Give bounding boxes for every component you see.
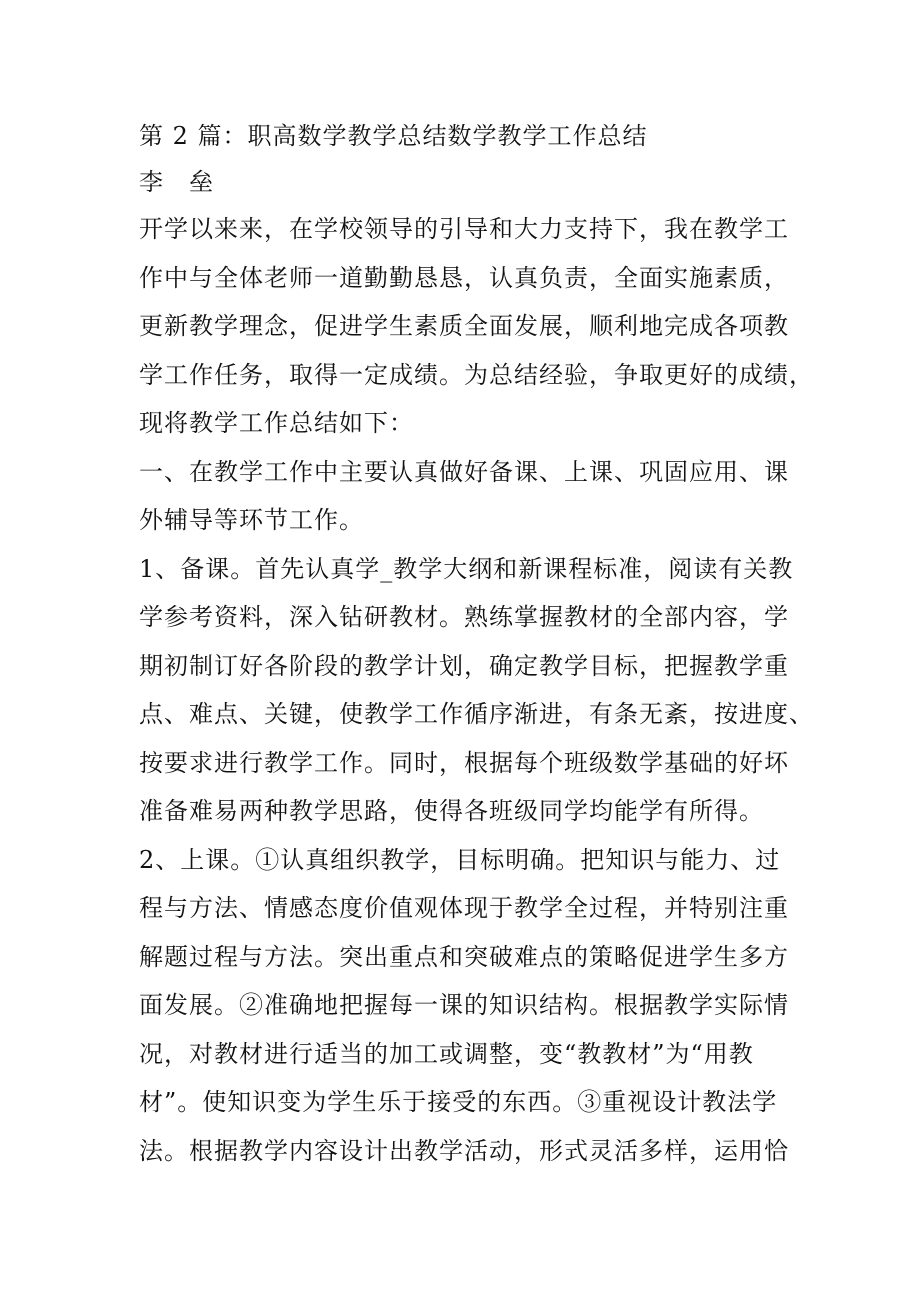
body-line: 学参考资料，深入钻研教材。熟练掌握教材的全部内容，学 (139, 603, 789, 631)
body-line: 况，对教材进行适当的加工或调整，变“教教材”为“用教 (139, 1039, 754, 1068)
body-line: 程与方法、情感态度价值观体现于教学全过程，并特别注重 (139, 894, 789, 922)
body-line: 1、备课。首先认真学_教学大纲和新课程标准，阅读有关教 (139, 554, 794, 583)
body-line: 材”。使知识变为学生乐于接受的东西。③重视设计教法学 (139, 1088, 778, 1116)
body-line: 解题过程与方法。突出重点和突破难点的策略促进学生多方 (139, 942, 789, 971)
body-line: 学工作任务，取得一定成绩。为总结经验，争取更好的成绩， (139, 360, 814, 389)
section-heading-line: 外辅导等环节工作。 (139, 506, 364, 534)
body-line: 更新教学理念，促进学生素质全面发展，顺利地完成各项教 (139, 312, 789, 340)
body-line: 开学以来来，在学校领导的引导和大力支持下，我在教学工 (139, 215, 789, 243)
body-line: 点、难点、关键，使教学工作循序渐进，有条无紊，按进度、 (139, 700, 814, 728)
body-line: 2、上课。①认真组织教学，目标明确。把知识与能力、过 (139, 845, 781, 874)
body-line: 现将教学工作总结如下： (139, 409, 414, 437)
body-line: 法。根据教学内容设计出教学活动，形式灵活多样，运用恰 (139, 1136, 789, 1165)
body-line: 按要求进行教学工作。同时，根据每个班级数学基础的好坏 (139, 748, 789, 777)
document-body (139, 113, 819, 1175)
document-title: 第 2 篇：职高数学教学总结数学教学工作总结 (139, 122, 648, 150)
section-heading-line: 一、在教学工作中主要认真做好备课、上课、巩固应用、课 (139, 457, 789, 486)
body-line: 期初制订好各阶段的教学计划，确定教学目标，把握教学重 (139, 651, 789, 680)
body-line: 作中与全体老师一道勤勤恳恳，认真负责，全面实施素质， (139, 263, 789, 292)
body-line: 准备难易两种教学思路，使得各班级同学均能学有所得。 (139, 797, 764, 825)
author-name: 李 垒 (139, 168, 214, 196)
body-line: 面发展。②准确地把握每一课的知识结构。根据教学实际情 (139, 991, 789, 1019)
